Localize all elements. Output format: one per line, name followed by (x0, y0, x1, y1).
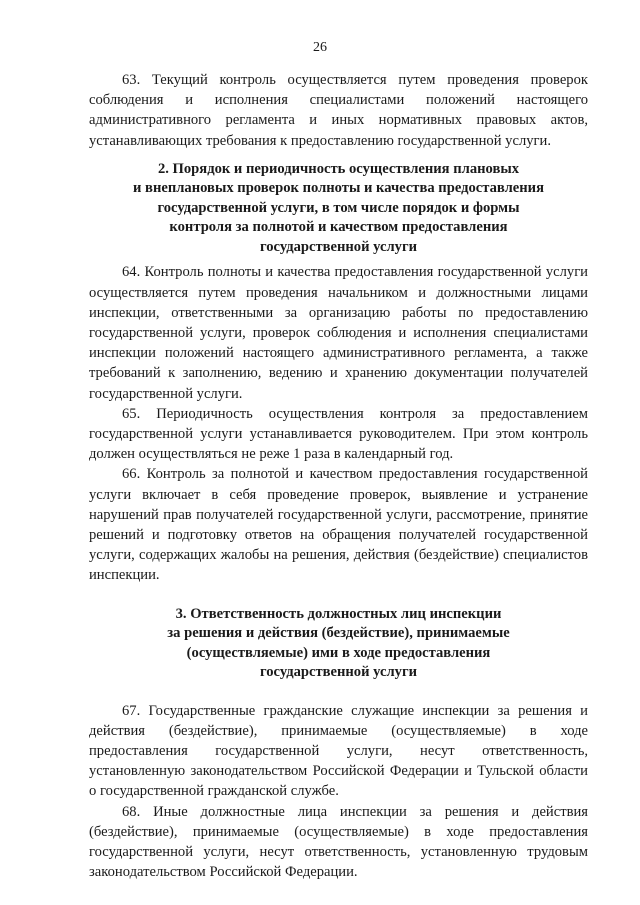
heading-line: государственной услуги, в том числе порядок и формы (157, 199, 520, 216)
heading-line: 2. Порядок и периодичность осуществления плановых (157, 160, 520, 177)
paragraph-63: 63. Текущий контроль осуществляется путем проведения проверок соблюдения и исполнения специалистами положений настоящего административного регламента и иных нормативных правовых актов, устанавливающих требования к предоставлению государственной услуги. (89, 72, 588, 149)
document-body (89, 70, 588, 882)
paragraph-68: 68. Иные должностные лица инспекции за решения и действия (бездействие), принимаемые (осуществляемые) в ходе предоставления государственной услуги, несут ответственность, установленную трудовым законодательством Российской Федерации. (89, 803, 588, 881)
heading-line: государственной услуги (259, 664, 418, 681)
page-number: 26 (313, 40, 327, 55)
heading-line: государственной услуги (259, 238, 418, 255)
section-heading-3 (89, 605, 588, 683)
heading-line: (осуществляемые) ими в ходе предоставления (186, 644, 491, 661)
paragraph-67: 67. Государственные гражданские служащие инспекции за решения и действия (бездействие), принимаемые (осуществляемые) в ходе предоставления государственной услуги, несут ответственность, установленную законодательством Российской Федерации и Тульской области о государственной гражданской службе. (89, 702, 588, 800)
paragraph-65: 65. Периодичность осуществления контроля за предоставлением государственной услуги устанавливается руководителем. При этом контроль должен осуществляться не реже 1 раза в календарный год. (89, 405, 588, 463)
heading-line: и внеплановых проверок полноты и качества предоставления (133, 180, 544, 197)
paragraph-64: 64. Контроль полноты и качества предоставления государственной услуги осуществляется путем проведения начальником и должностными лицами инспекции, ответственными за организацию работы по предоставлению государственной услуги, проверок соблюдения и исполнения специалистами инспекции положений настоящего административного регламента, а также требований к заполнению, ведению и хранению документации получателей государственной услуги. (89, 264, 588, 402)
section-heading-2 (89, 160, 588, 258)
heading-line: за решения и действия (бездействие), принимаемые (167, 625, 510, 642)
paragraph-66: 66. Контроль за полнотой и качеством предоставления государственной услуги включает в себя проведение проверок, выявление и устранение нарушений прав получателей государственной услуги, рассмотрение, принятие решений и подготовку ответов на обращения получателей государственной услуги, содержащих жалобы на решения, действия (бездействие) специалистов инспекции. (89, 466, 588, 584)
heading-line: контроля за полнотой и качеством предоставления (169, 219, 508, 236)
heading-line: 3. Ответственность должностных лиц инспекции (175, 605, 502, 622)
